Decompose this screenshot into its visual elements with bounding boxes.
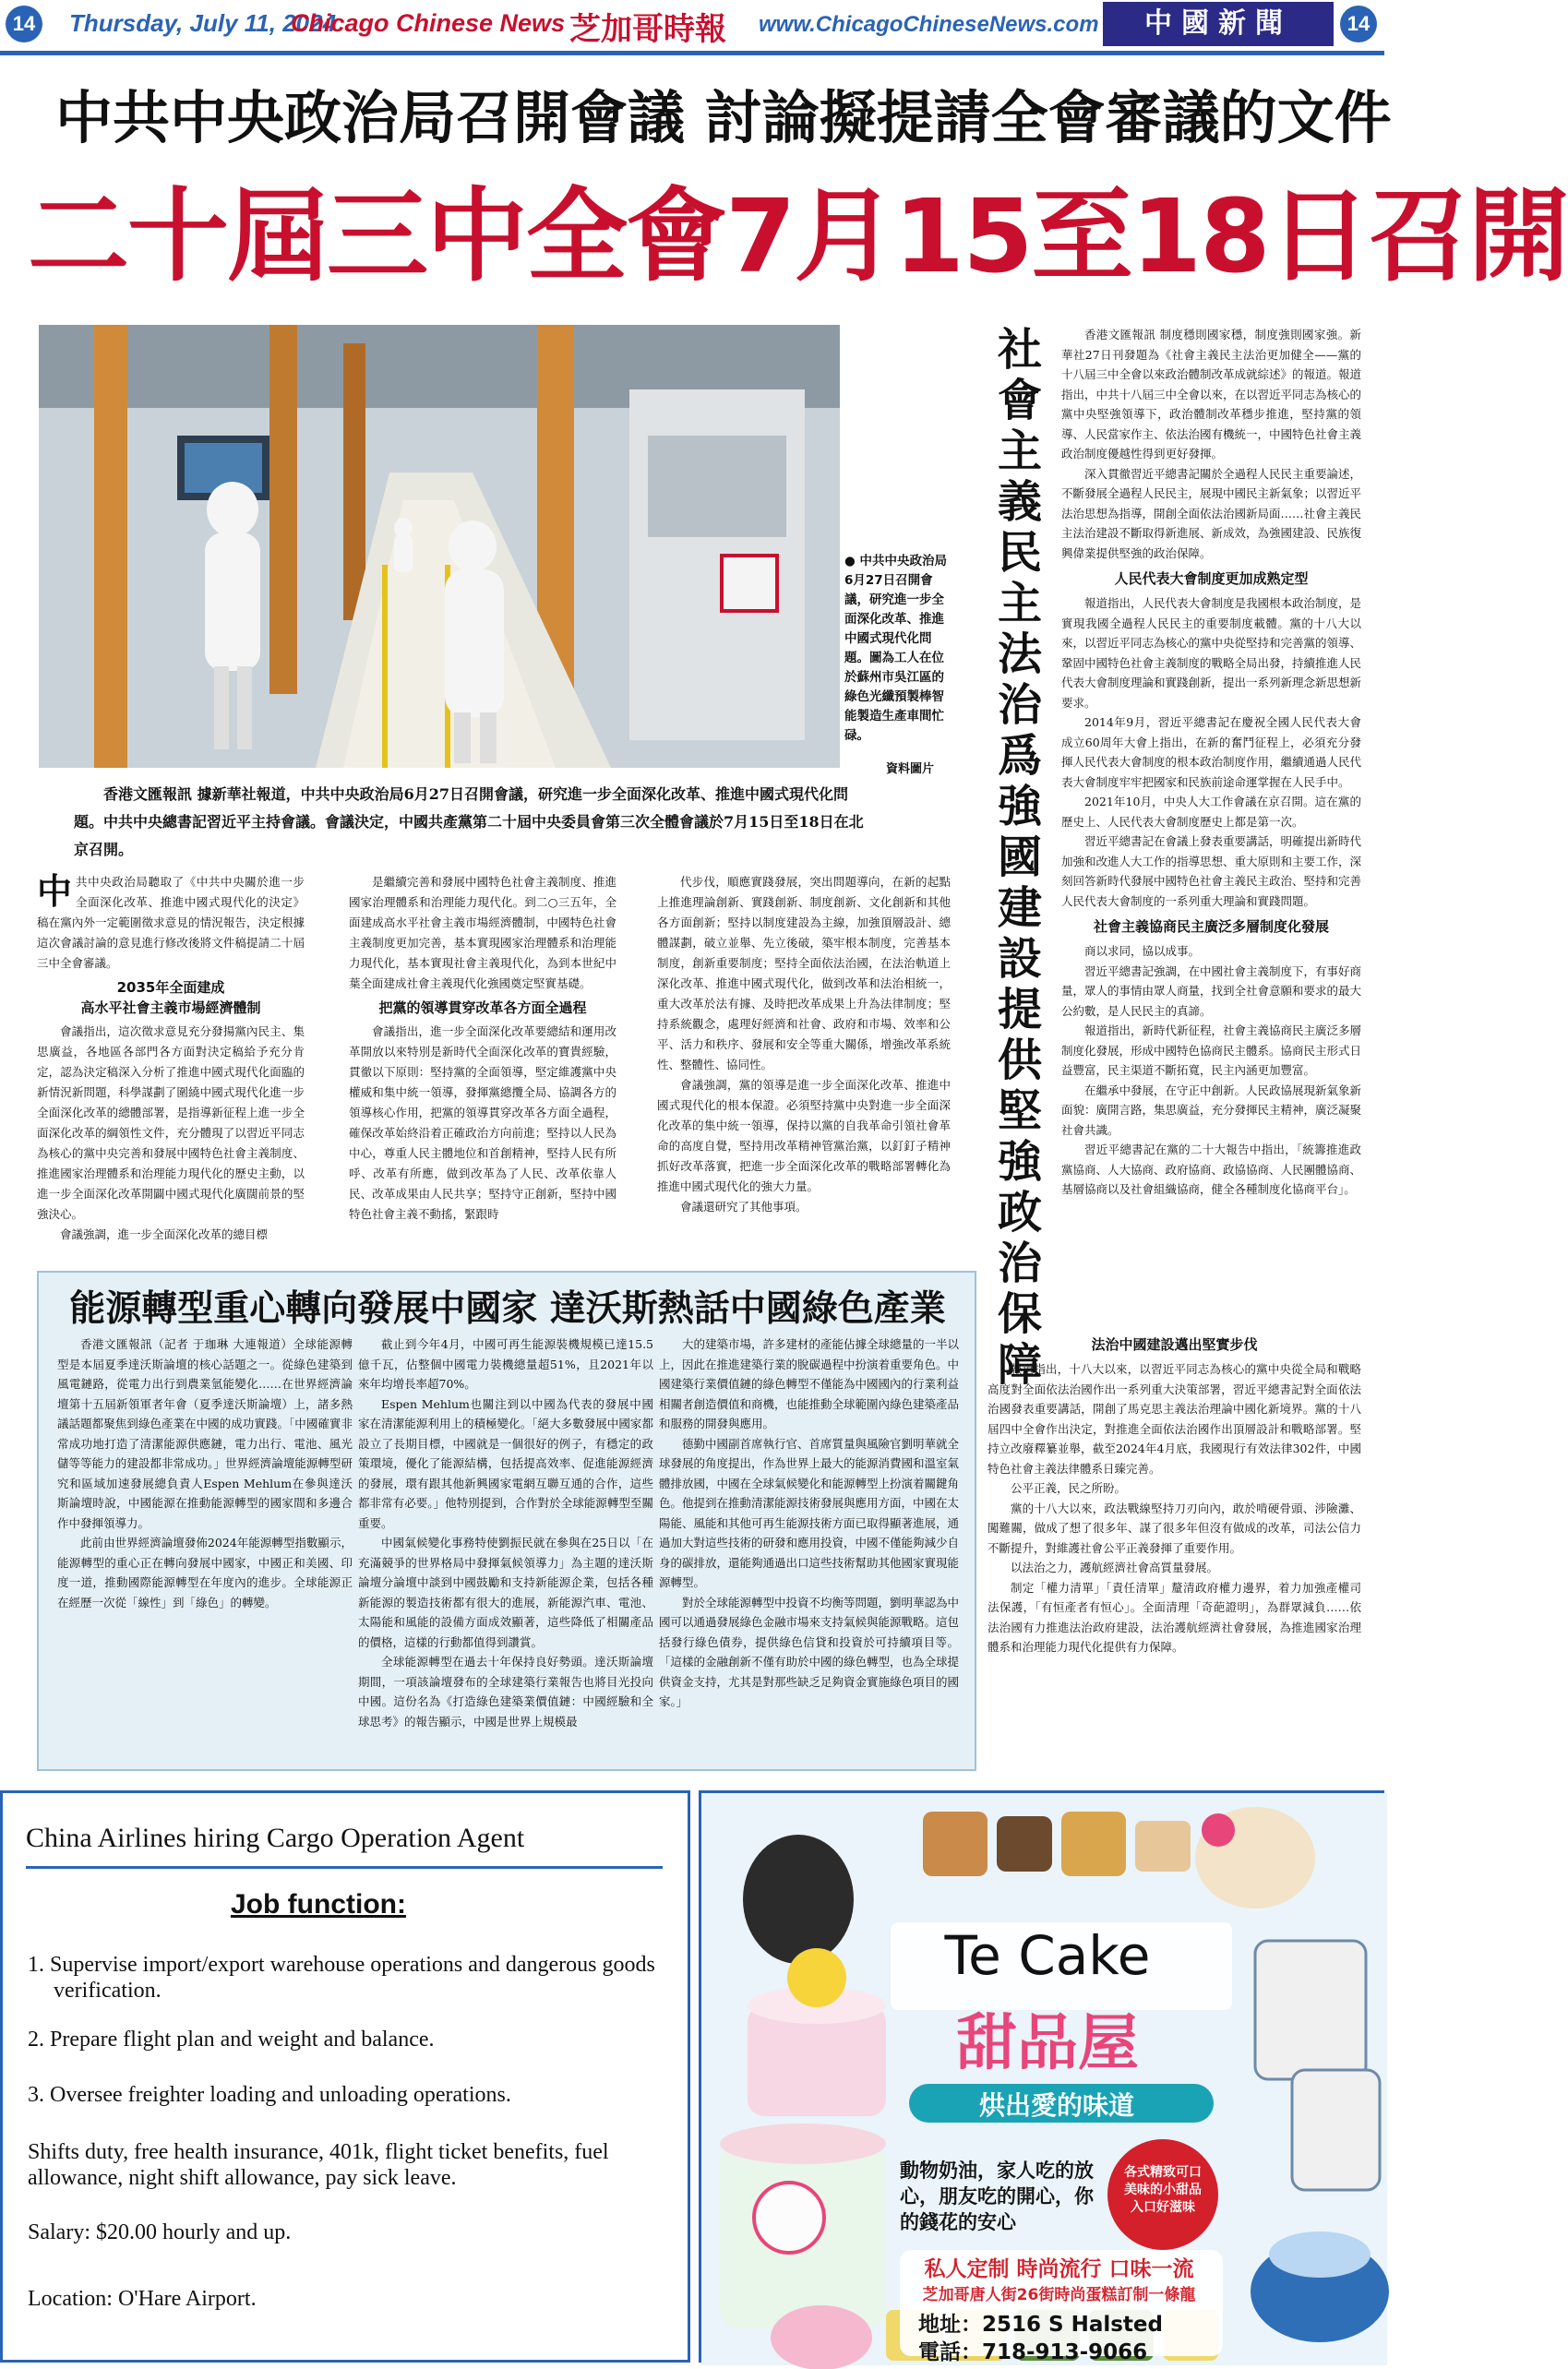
ad-divider [26,1866,663,1869]
te-cake-line1: 私人定制 時尚流行 口味一流 [924,2257,1194,2281]
job-item-3: 3. Oversee freighter loading and unloading operations. [28,2083,511,2107]
right-para-14: 黨的十八大以來，政法戰線堅持刀刃向內，敢於啃硬骨頭、涉險灘、闖難關，做成了想了很多年、謀了很多年但沒有做成的改革，司法公信力不斷提升，對維護社會公平正義發揮了重要作用。 [987,1501,1361,1555]
ad-title: China Airlines hiring Cargo Operation Agent [26,1823,525,1853]
right-para-8: 習近平總書記強調，在中國社會主義制度下，有事好商量，眾人的事情由眾人商量，找到全社會意願和要求的最大公約數，是人民民主的真諦。 [1061,963,1362,1018]
energy-headline: 能源轉型重心轉向發展中國家 達沃斯熱話中國綠色產業 [69,1288,946,1330]
main-headline: 二十屆三中全會7月15至18日召開 [28,177,1568,295]
col2-para-2: 會議指出，進一步全面深化改革要總結和運用改革開放以來特別是新時代全面深化改革的寶貴經驗，貫徹以下原則：堅持黨的全面領導，堅定維護黨中央權威和集中統一領導，發揮黨總攬全局、協調各方的領導核心作用，把黨的領導貫穿改革各方面全過程，確保改革始終沿着正確政治方向前進；堅持以人民為中心，尊重人民主體地位和首創精神，堅持人民有所呼、改革有所應，做到改革為了人民、改革依靠人民、改革成果由人民共享；堅持守正創新，堅持中國特色社會主義不動搖，緊跟時 [349,1024,616,1221]
col3-para-1: 代步伐，順應實踐發展，突出問題導向，在新的起點上推進理論創新、實踐創新、制度創新、文化創新和其他各方面創新；堅持以制度建設為主線，加強頂層設計、總體謀劃，破立並舉、先立後破，築牢根本制度，完善基本制度，創新重要制度；堅持全面依法治國，在法治軌道上深化改革、推進中國式現代化，做到改革和法治相統一，重大改革於法有據、及時把改革成果上升為法律制度；堅持系統觀念，處理好經濟和社會、政府和市場、效率和公平、活力和秩序、發展和安全等重大關係，增強改革系統性、整體性、協同性。 [657,875,951,1071]
right-subheading-2: 社會主義協商民主廣泛多層制度化發展 [1093,918,1329,935]
col1-subheading: 2035年全面建成 高水平社會主義市場經濟體制 [80,979,261,1016]
right-article-bottom [987,1329,1361,1657]
factory-photo [39,325,840,768]
right-para-1: 香港文匯報訊 制度穩則國家穩，制度強則國家強。新華社27日刊發題為《社會主義民主法治更加健全——黨的十八屆三中全會以來政治體制改革成就綜述》的報道。報道指出，中共十八屆三中全會以來，在以習近平同志為核心的黨中央堅強領導下，政治體制改革穩步推進，堅持黨的領導、人民當家作主、依法治國有機統一，中國特色社會主義政治制度優越性得到更好發揮。 [1061,328,1362,461]
right-para-2: 深入貫徹習近平總書記關於全過程人民民主重要論述，不斷發展全過程人民民主，展現中國民主新氣象；以習近平法治思想為指導，開創全面依法治國新局面……社會主義民主法治建設不斷取得新進展、新成效，為強國建設、民族復興偉業提供堅強的政治保障。 [1061,466,1362,560]
col1-para-1: 共中央政治局聽取了《中共中央關於進一步全面深化改革、推進中國式現代化的決定》稿在黨內外一定範圍徵求意見的情況報告，決定根據這次會議討論的意見進行修改後將文件稿提請二十屆三中全會審議。 [37,875,305,970]
right-para-4: 2014年9月，習近平總書記在慶祝全國人民代表大會成立60周年大會上指出，在新的奮鬥征程上，必須充分發揮人民代表大會制度的根本政治制度作用，繼續通過人民代表大會制度牢牢把國家和民族前途命運掌握在人民手中。 [1061,715,1362,789]
right-para-15: 以法治之力，護航經濟社會高質量發展。 [1011,1561,1219,1574]
section-label: 中國新聞 [1103,2,1334,46]
energy-para-2: 此前由世界經濟論壇發佈2024年能源轉型指數顯示，能源轉型的重心正在轉向發展中國家，中國正和美國、印度一道，推動國際能源轉型在年度內的進步。全球能源正在經歷一次從「線性」到「綠色」的轉變。 [57,1536,353,1609]
te-cake-name-zh: 甜品屋 [956,2007,1139,2078]
right-subheading-3: 法治中國建設邁出堅實步伐 [1091,1336,1258,1353]
te-cake-phone: 電話：718-913-9066 [918,2340,1148,2364]
col2-para-1: 是繼續完善和發展中國特色社會主義制度、推進國家治理體系和治理能力現代化。到二○三五年，全面建成高水平社會主義市場經濟體制，中國特色社會主義制度更加完善，基本實現國家治理體系和治理能力現代化，基本實現社會主義現代化，為到本世紀中葉全面建成社會主義現代化強國奠定堅實基礎。 [349,875,616,990]
energy-para-3: 截止到今年4月，中國可再生能源裝機規模已達15.5億千瓦，佔整個中國電力裝機總量超51%，且2021年以來年均增長率超70%。 [358,1337,653,1391]
site-url-link[interactable]: www.ChicagoChineseNews.com [759,12,1099,37]
kicker-headline: 中共中央政治局召開會議 討論擬提請全會審議的文件 [55,84,1392,151]
right-para-13: 公平正義，民之所盼。 [1011,1481,1127,1495]
factory-scene-illustration [39,325,840,768]
page-number-right: 14 [1340,6,1377,42]
te-cake-name-en: Te Cake [944,1924,1151,1987]
photo-credit: 資料圖片 [886,762,935,776]
te-cake-bubble: 動物奶油，家人吃的放心，朋友吃的開心，你的錢花的安心 [900,2160,1094,2233]
drop-cap: 中 [37,871,73,912]
article-column-3 [657,872,951,1217]
energy-para-8: 德勤中國副首席執行官、首席質量與風險官劉明華就全球發展的角度提出，作為世界上最大的能源消費國和溫室氣體排放國，中國在全球氣候變化和能源轉型上扮演着關鍵角色。他提到在推動清潔能源技術發展與應用方面，中國在太陽能、風能和其他可再生能源技術方面已取得顯著進展，通過加大對這些技術的研發和應用投資，中國不僅能夠減少自身的碳排放，還能夠通過出口這些技術幫助其他國家實現能源轉型。 [659,1436,960,1589]
paper-name-zh: 芝加哥時報 [569,11,726,48]
col1-para-3: 會議強調，進一步全面深化改革的總目標 [60,1227,269,1241]
col2-subheading: 把黨的領導貫穿改革各方面全過程 [378,999,587,1016]
salary-text: Salary: $20.00 hourly and up. [28,2220,292,2244]
te-cake-badge: 各式精致可口美味的小甜品入口好滋味 [1124,2165,1202,2215]
job-item-2: 2. Prepare flight plan and weight and balance. [28,2028,435,2052]
benefits-text: Shifts duty, free health insurance, 401k, flight ticket benefits, fuel allowance, night shift allowance, pay sick leave. [28,2140,609,2190]
right-para-3: 報道指出，人民代表大會制度是我國根本政治制度，是實現我國全過程人民民主的重要制度載體。黨的十八大以來，以習近平同志為核心的黨中央從堅持和完善黨的領導、鞏固中國特色社會主義制度的戰略全局出發，持續推進人民代表大會制度理論和實踐創新，提出一系列新理念新思想新要求。 [1061,596,1362,710]
energy-column-2 [358,1334,653,1731]
te-cake-slogan: 烘出愛的味道 [978,2090,1134,2121]
energy-para-5: 中國氣候變化事務特使劉振民就在參與在25日以「在充滿競爭的世界格局中發揮氣候領導力」為主題的達沃斯論壇分論壇中談到中國鼓勵和支持新能源企業，包括各種新能源的製造技術都有很大的進展，新能源汽車、電池、太陽能和風能的設備方面成效顯著，這些降低了相關產品的價格，這樣的行動都值得到讚賞。 [358,1536,653,1649]
right-para-11: 習近平總書記在黨的二十大報告中指出，「統籌推進政黨協商、人大協商、政府協商、政協協商、人民團體協商、基層協商以及社會組織協商，健全各種制度化協商平台」。 [1061,1143,1362,1196]
col3-para-2: 會議強調，黨的領導是進一步全面深化改革、推進中國式現代化的根本保證。必須堅持黨中央對進一步全面深化改革的集中統一領導，保持以黨的自我革命引領社會革命的高度自覺，堅持用改革精神管黨治黨，以釘釘子精神抓好改革落實，把進一步全面深化改革的戰略部署轉化為推進中國式現代化的強大力量。 [657,1078,951,1193]
energy-column-3 [659,1334,959,1712]
right-para-16: 制定「權力清單」「責任清單」釐清政府權力邊界，着力加強產權司法保護，「有恒產者有恒心」。全面清理「奇葩證明」，為群眾減負……依法治國有力推進法治政府建設，法治護航經濟社會發展，為推進國家治理體系和治理能力現代化提供有力保障。 [987,1580,1361,1654]
col3-para-3: 會議還研究了其他事項。 [680,1200,808,1214]
energy-para-7: 大的建築市場，許多建材的產能佔據全球總量的一半以上，因此在推進建築行業的脫碳過程中扮演着重要角色。中國建築行業價值鏈的綠色轉型不僅能為中國國內的行業利益相關者創造價值和商機，也能推動全球範圍內綠色建築產品和服務的開發與應用。 [659,1337,960,1430]
location-text: Location: O'Hare Airport. [28,2287,257,2311]
article-column-2 [349,872,616,1225]
job-function-heading: Job function: [231,1889,406,1920]
right-subheading-1: 人民代表大會制度更加成熟定型 [1114,570,1309,587]
right-para-9: 報道指出，新時代新征程，社會主義協商民主廣泛多層制度化發展，形成中國特色協商民主體系。協商民主形式日益豐富，民主渠道不斷拓寬，民主內涵更加豐富。 [1061,1023,1362,1077]
issue-date: Thursday, July 11, 2024 [69,9,337,37]
energy-para-9: 對於全球能源轉型中投資不均衡等問題，劉明華認為中國可以通過發展綠色金融市場來支持氣候與能源戰略。這包括發行綠色債券，提供綠色信貸和投資於可持續項目等。「這樣的金融創新不僅有助於中國的綠色轉型，也為全球提供資金支持，尤其是對那些缺乏足夠資金實施綠色項目的國家。」 [659,1595,960,1708]
right-article-top [1061,325,1361,1200]
right-para-7: 商以求同，協以成事。 [1084,944,1201,958]
photo-caption: ● 中共中央政治局6月27日召開會議，研究進一步全面深化改革、推進中國式現代化問題。圖為工人在位於蘇州市吳江區的綠色光纖預製棒智能製造生產車間忙碌。 [844,554,947,743]
energy-para-1: 香港文匯報訊（記者 于珈琳 大連報道）全球能源轉型是本屆夏季達沃斯論壇的核心話題之一。從綠色建築到風電鏈路，從電力出行到農業氫能變化……在世界經濟論壇第十五屆新領軍者年會（夏季達沃斯論壇）上，諸多熱議話題都聚焦到綠色產業在中國的成功實踐。「中國確實非常成功地打造了清潔能源供應鏈，電力出行、電池、風光儲等等能力的建設都非常成功。」世界經濟論壇能源轉型研究和區域加速發展總負責人Espen Mehlum在參與達沃斯論壇時說，中國能源在推動能源轉型的國家間和多邊合作中發揮領導力。 [57,1337,353,1530]
vertical-headline: 社會主義民主法治爲強國建設提供堅強政治保障 [997,324,1042,1391]
right-para-10: 在繼承中發展，在守正中創新。人民政協展現新氣象新面貌：廣開言路，集思廣益，充分發揮民主精神，廣泛凝聚社會共識。 [1061,1083,1362,1137]
job-item-1: 1. Supervise import/export warehouse operations and dangerous goods verification. [28,1953,655,2003]
right-para-5: 2021年10月，中央人大工作會議在京召開。這在黨的歷史上、人民代表大會制度歷史上都是第一次。 [1061,795,1361,829]
page-number-left: 14 [6,6,42,42]
energy-para-6: 全球能源轉型在過去十年保持良好勢頭。達沃斯論壇期間，一項該論壇發布的全球建築行業報告也將目光投向中國。這份名為《打造綠色建築業價值鏈：中國經驗和全球思考》的報告顯示，中國是世界上規模最 [358,1655,653,1729]
energy-para-4: Espen Mehlum也關注到以中國為代表的發展中國家在清潔能源利用上的積極變化。「絕大多數發展中國家都設立了長期目標，中國就是一個很好的例子，有穩定的政策環境，優化了能源結構，包括提高效率、促進能源經濟的發展，環有跟其他新興國家電網互聯互通的合作，這些都非常有必要。」他特別提到，合作對於全球能源轉型至關重要。 [358,1396,653,1530]
col1-para-2: 會議指出，這次徵求意見充分發揚黨內民主、集思廣益，各地區各部門各方面對決定稿給予充分肯定，認為決定稿深入分析了推進中國式現代化面臨的新情況新問題，科學謀劃了圍繞中國式現代化進一步全面深化改革的總體部署，是指導新征程上進一步全面深化改革的綱領性文件，充分體現了以習近平同志為核心的黨中央完善和發展中國特色社會主義制度、推進國家治理體系和治理能力現代化的歷史主動，以進一步全面深化改革開闢中國式現代化廣闊前景的堅強決心。 [37,1024,305,1221]
te-cake-address: 地址：2516 S Halsted [918,2313,1163,2337]
photo-caption-text: 中共中央政治局6月27日召開會議，研究進一步全面深化改革、推進中國式現代化問題。圖為工人在位於蘇州市吳江區的綠色光纖預製棒智能製造生產車間忙碌。 [844,554,947,743]
right-para-6: 習近平總書記在會議上發表重要講話，明確提出新時代加強和改進人大工作的指導思想、重大原則和主要工作，深刻回答新時代發展中國特色社會主義民主政治、堅持和完善人民代表大會制度的一系列重大理論和實踐問題。 [1061,834,1362,908]
right-para-12: 報道指出，十八大以來，以習近平同志為核心的黨中央從全局和戰略高度對全面依法治國作出一系列重大決策部署，習近平總書記對全面依法治國發表重要講話，開創了馬克思主義法治理論中國化新境界。黨的十八屆四中全會作出決定，對推進全面依法治國作出頂層設計和戰略部署。堅持立改廢釋纂並舉，截至2024年4月底，我國現行有效法律302件，中國特色社會主義法律體系日臻完善。 [987,1362,1361,1476]
te-cake-line2: 芝加哥唐人街26街時尚蛋糕訂制一條龍 [922,2286,1196,2304]
paper-name-en: Chicago Chinese News [291,9,566,37]
energy-column-1 [57,1334,353,1612]
article-lede: 香港文匯報訊 據新華社報道，中共中央政治局6月27日召開會議，研究進一步全面深化改革、推進中國式現代化問題。中共中央總書記習近平主持會議。會議決定，中國共產黨第二十屆中央委員會第三次全體會議於7月15日至18日在北京召開。 [74,785,864,858]
china-airlines-ad [0,1790,690,2363]
article-column-1 [37,872,305,1245]
